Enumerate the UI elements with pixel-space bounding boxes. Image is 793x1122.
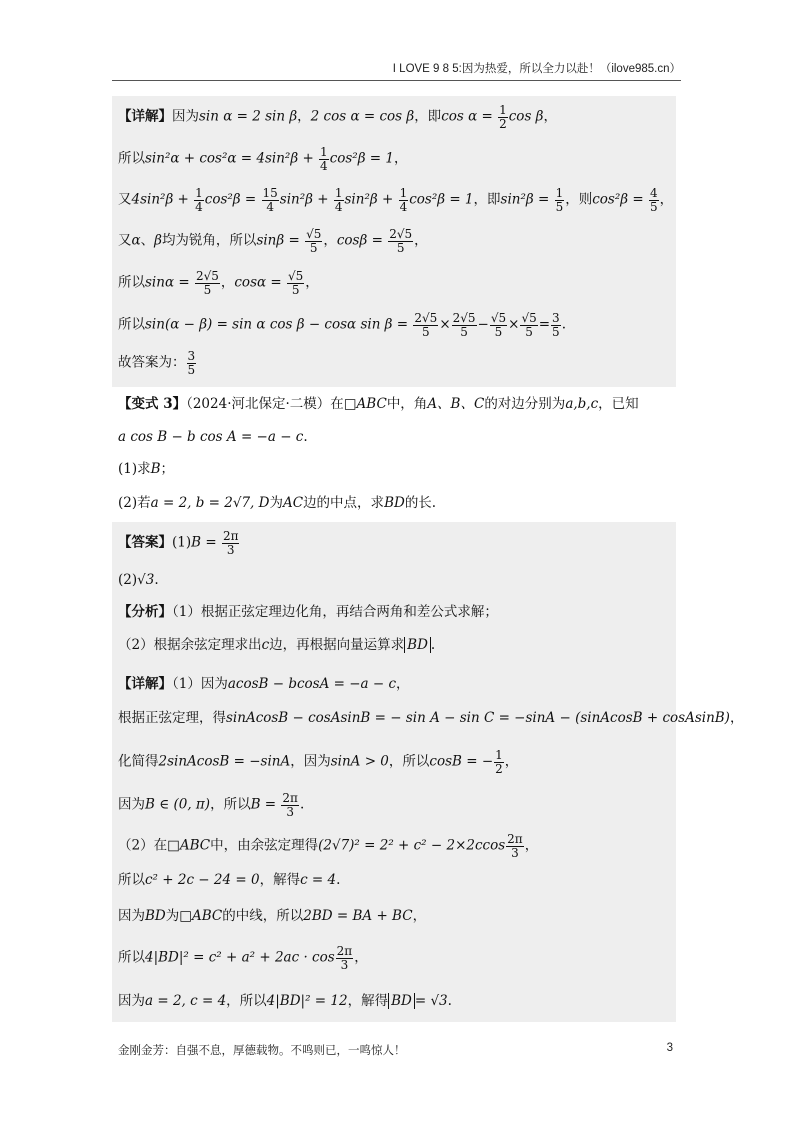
answer-line: 故答案为： $\frac{3}{5}$ xyxy=(118,349,196,377)
detail2-line-7: 因为BD为□ABC的中线，所以2BD = BA + BC， xyxy=(118,908,427,924)
detail2-line-3: 化简得2sinAcosB = −sinA，因为sinA > 0，所以cosB = − $\frac{1}{2}$ ， xyxy=(118,748,519,776)
page-number: 3 xyxy=(666,1042,673,1054)
detail-line-4: 又α、β均为锐角，所以sinβ = $\frac{√5}{5}$ ，cosβ = $\frac{2√5}{5}$ ， xyxy=(118,227,428,255)
detail2-line-2: 根据正弦定理，得sinAcosB − cosAsinB = − sin A − sin C = −sinA − (sinAcosB + cosAsinB)， xyxy=(118,710,744,726)
problem-question-1: (1)求B； xyxy=(118,461,175,477)
header-rule xyxy=(112,80,681,81)
footer-motto: 金刚金芳：自强不息，厚德载物。不鸣则已，一鸣惊人！ xyxy=(118,1045,406,1057)
detail2-line-5: （2）在□ABC中，由余弦定理得(2√7)² = 2² + c² − 2×2ccos $\frac{2\pi}{3}$ ， xyxy=(118,832,539,860)
detail2-line-6: 所以c² + 2c − 24 = 0，解得c = 4. xyxy=(118,872,341,888)
detail2-line-4: 因为B ∈ (0, π)，所以B = $\frac{2\pi}{3}$ . xyxy=(118,791,305,819)
detail-line-2: 所以sin²α + cos²α = 4sin²β + $\frac{1}{4}$ cos²β = 1， xyxy=(118,145,408,173)
answer-2: (2)√3. xyxy=(118,572,159,588)
problem-question-2: (2)若a = 2, b = 2√7, D为AC边的中点，求BD的长. xyxy=(118,495,437,511)
detail-line-6: 所以sin(α − β) = sin α cos β − cosα sin β = $\frac{2√5}{5}$ × $\frac{2√5}{5}$ − $\frac{√5}{5}$ × $\frac{√5}{5}$ = $\frac{3}{5}$ . xyxy=(118,311,566,339)
detail2-line-1: 【详解】（1）因为acosB − bcosA = −a − c， xyxy=(118,676,410,692)
answer-1: 【答案】(1)B = $\frac{2\pi}{3}$ xyxy=(118,529,239,557)
analysis-1: 【分析】（1）根据正弦定理边化角，再结合两角和差公式求解； xyxy=(118,604,498,620)
detail2-line-9: 因为a = 2, c = 4，所以4|BD|² = 12，解得 BD = √3. xyxy=(118,993,452,1009)
problem-line-2: a cos B − b cos A = −a − c. xyxy=(118,429,308,445)
problem-line-1: 【变式 3】（2024·河北保定·二模）在□ABC中，角A、B、C的对边分别为a,b,c，已知 xyxy=(118,396,639,412)
detail-line-1: 【详解】因为sin α = 2 sin β，2 cos α = cos β，即cos α = $\frac{1}{2}$ cos β， xyxy=(118,103,557,131)
detail-line-5: 所以sinα = $\frac{2√5}{5}$ ，cosα = $\frac{√5}{5}$ ， xyxy=(118,269,319,297)
detail2-line-8: 所以4|BD|² = c² + a² + 2ac · cos $\frac{2\pi}{3}$ ， xyxy=(118,944,368,972)
analysis-2: （2）根据余弦定理求出c边，再根据向量运算求 BD . xyxy=(118,637,436,653)
detail-line-3: 又4sin²β + $\frac{1}{4}$ cos²β = $\frac{15}{4}$ sin²β + $\frac{1}{4}$ sin²β + $\frac{1}{4}$ cos²β = 1，即sin²β = $\frac{1}{5}$ ，则cos²β = $\frac{4}{5}$ ， xyxy=(118,186,674,214)
page-header: I LOVE 9 8 5:因为热爱，所以全力以赴！（ilove985.cn） xyxy=(392,63,681,75)
